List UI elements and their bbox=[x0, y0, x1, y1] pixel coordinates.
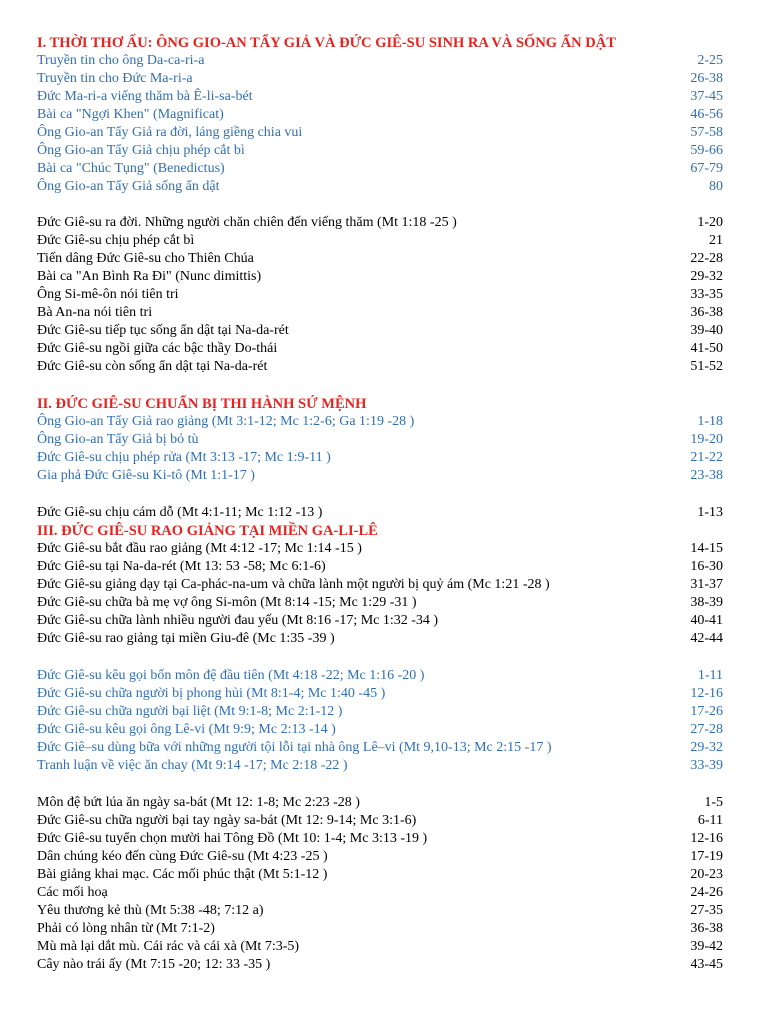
toc-entry[interactable]: Phải có lòng nhân từ (Mt 7:1-2) 36-38 bbox=[37, 921, 723, 936]
toc-entry[interactable]: Ông Gio-an Tẩy Giả bị bỏ tù 19-20 bbox=[37, 432, 723, 447]
toc-entry[interactable]: Đức Giê-su chữa lành nhiều người đau yếu (Mt 8:16 -17; Mc 1:32 -34 ) 40-41 bbox=[37, 613, 723, 628]
toc-entry[interactable]: Bài ca "An Bình Ra Đi" (Nunc dimittis) 29-32 bbox=[37, 269, 723, 284]
toc-entry[interactable]: Đức Giê-su bắt đầu rao giảng (Mt 4:12 -17; Mc 1:14 -15 ) 14-15 bbox=[37, 541, 723, 556]
toc-entry[interactable]: Truyền tin cho Đức Ma-ri-a 26-38 bbox=[37, 71, 723, 86]
toc-entry[interactable]: Đức Giê-su chữa bà mẹ vợ ông Si-môn (Mt 8:14 -15; Mc 1:29 -31 ) 38-39 bbox=[37, 595, 723, 610]
toc-entry[interactable]: Ông Gio-an Tẩy Giả rao giảng (Mt 3:1-12; Mc 1:2-6; Ga 1:19 -28 ) 1-18 bbox=[37, 414, 723, 429]
toc-entry[interactable]: Đức Giê-su tuyển chọn mười hai Tông Đồ (Mt 10: 1-4; Mc 3:13 -19 ) 12-16 bbox=[37, 831, 723, 846]
toc-entry[interactable]: Môn đệ bứt lúa ăn ngày sa-bát (Mt 12: 1-8; Mc 2:23 -28 ) 1-5 bbox=[37, 795, 723, 810]
toc-entry[interactable]: Đức Giê-su giảng dạy tại Ca-phác-na-um và chữa lành một người bị quỷ ám (Mc 1:21 -28 ) 31-37 bbox=[37, 577, 723, 592]
toc-entry[interactable]: Mù mà lại dắt mù. Cái rác và cái xà (Mt 7:3-5) 39-42 bbox=[37, 939, 723, 954]
toc-entry[interactable]: Đức Giê-su chịu phép cắt bì 21 bbox=[37, 233, 723, 248]
toc-entry[interactable]: Các mối hoạ 24-26 bbox=[37, 885, 723, 900]
toc-entry[interactable]: Ông Gio-an Tẩy Giả ra đời, láng giềng chia vui 57-58 bbox=[37, 125, 723, 140]
toc-entry[interactable]: Tranh luận về việc ăn chay (Mt 9:14 -17; Mc 2:18 -22 ) 33-39 bbox=[37, 758, 723, 773]
toc-entry[interactable]: Đức Giê-su chữa người bại liệt (Mt 9:1-8; Mc 2:1-12 ) 17-26 bbox=[37, 704, 723, 719]
toc-entry[interactable]: Đức Giê-su tại Na-da-rét (Mt 13: 53 -58; Mc 6:1-6) 16-30 bbox=[37, 559, 723, 574]
toc-entry[interactable]: Đức Giê-su kêu gọi bốn môn đệ đầu tiên (Mt 4:18 -22; Mc 1:16 -20 ) 1-11 bbox=[37, 668, 723, 683]
toc-entry[interactable]: Dân chúng kéo đến cùng Đức Giê-su (Mt 4:23 -25 ) 17-19 bbox=[37, 849, 723, 864]
toc-entry[interactable]: Yêu thương kẻ thù (Mt 5:38 -48; 7:12 a) 27-35 bbox=[37, 903, 723, 918]
toc-entry[interactable]: Gia phả Đức Giê-su Ki-tô (Mt 1:1-17 ) 23-38 bbox=[37, 468, 723, 483]
toc-entry[interactable]: Đức Giê-su rao giảng tại miền Giu-đê (Mc 1:35 -39 ) 42-44 bbox=[37, 631, 723, 646]
toc-entry[interactable]: Ông Gio-an Tẩy Giả sống ẩn dật 80 bbox=[37, 179, 723, 194]
toc-entry[interactable]: Bà An-na nói tiên tri 36-38 bbox=[37, 305, 723, 320]
toc-entry[interactable]: Bài ca "Chúc Tụng" (Benedictus) 67-79 bbox=[37, 161, 723, 176]
toc-entry[interactable]: Đức Giê-su ngồi giữa các bậc thầy Do-thái 41-50 bbox=[37, 341, 723, 356]
toc-entry[interactable]: Ông Si-mê-ôn nói tiên tri 33-35 bbox=[37, 287, 723, 302]
toc-entry[interactable]: Truyền tin cho ông Da-ca-ri-a 2-25 bbox=[37, 53, 723, 68]
toc-entry[interactable]: Ông Gio-an Tẩy Giả chịu phép cắt bì 59-66 bbox=[37, 143, 723, 158]
toc-entry[interactable]: Đức Ma-ri-a viếng thăm bà Ê-li-sa-bét 37-45 bbox=[37, 89, 723, 104]
toc-entry[interactable]: Đức Giê-su chịu phép rửa (Mt 3:13 -17; Mc 1:9-11 ) 21-22 bbox=[37, 450, 723, 465]
toc-entry[interactable]: Đức Giê–su dùng bữa với những người tội lỗi tại nhà ông Lê–vi (Mt 9,10-13; Mc 2:15 -17 ) 29-32 bbox=[37, 740, 723, 755]
toc-entry[interactable]: Bài ca "Ngợi Khen" (Magnificat) 46-56 bbox=[37, 107, 723, 122]
toc-entry[interactable]: Đức Giê-su chịu cám dỗ (Mt 4:1-11; Mc 1:12 -13 ) 1-13 bbox=[37, 505, 723, 520]
toc-entry[interactable]: Đức Giê-su chữa người bị phong hủi (Mt 8:1-4; Mc 1:40 -45 ) 12-16 bbox=[37, 686, 723, 701]
toc-entry[interactable]: Tiến dâng Đức Giê-su cho Thiên Chúa 22-28 bbox=[37, 251, 723, 266]
toc-entry[interactable]: Đức Giê-su ra đời. Những người chăn chiên đến viếng thăm (Mt 1:18 -25 ) 1-20 bbox=[37, 215, 723, 230]
toc-entry[interactable]: Cây nào trái ấy (Mt 7:15 -20; 12: 33 -35 ) 43-45 bbox=[37, 957, 723, 972]
section-heading-1: I. THỜI THƠ ẤU: ÔNG GIO-AN TẨY GIẢ VÀ ĐỨC GIÊ-SU SINH RA VÀ SỐNG ẨN DẬT bbox=[37, 35, 616, 51]
toc-entry[interactable]: Bài giảng khai mạc. Các mối phúc thật (Mt 5:1-12 ) 20-23 bbox=[37, 867, 723, 882]
toc-entry[interactable]: Đức Giê-su chữa người bại tay ngày sa-bát (Mt 12: 9-14; Mc 3:1-6) 6-11 bbox=[37, 813, 723, 828]
section-heading-2: II. ĐỨC GIÊ-SU CHUẨN BỊ THI HÀNH SỨ MỆNH bbox=[37, 396, 367, 412]
section-heading-3: III. ĐỨC GIÊ-SU RAO GIẢNG TẠI MIỀN GA-LI-LÊ bbox=[37, 523, 378, 539]
toc-entry[interactable]: Đức Giê-su còn sống ẩn dật tại Na-da-rét 51-52 bbox=[37, 359, 723, 374]
toc-entry[interactable]: Đức Giê-su kêu gọi ông Lê-vi (Mt 9:9; Mc 2:13 -14 ) 27-28 bbox=[37, 722, 723, 737]
toc-entry[interactable]: Đức Giê-su tiếp tục sống ẩn dật tại Na-da-rét 39-40 bbox=[37, 323, 723, 338]
